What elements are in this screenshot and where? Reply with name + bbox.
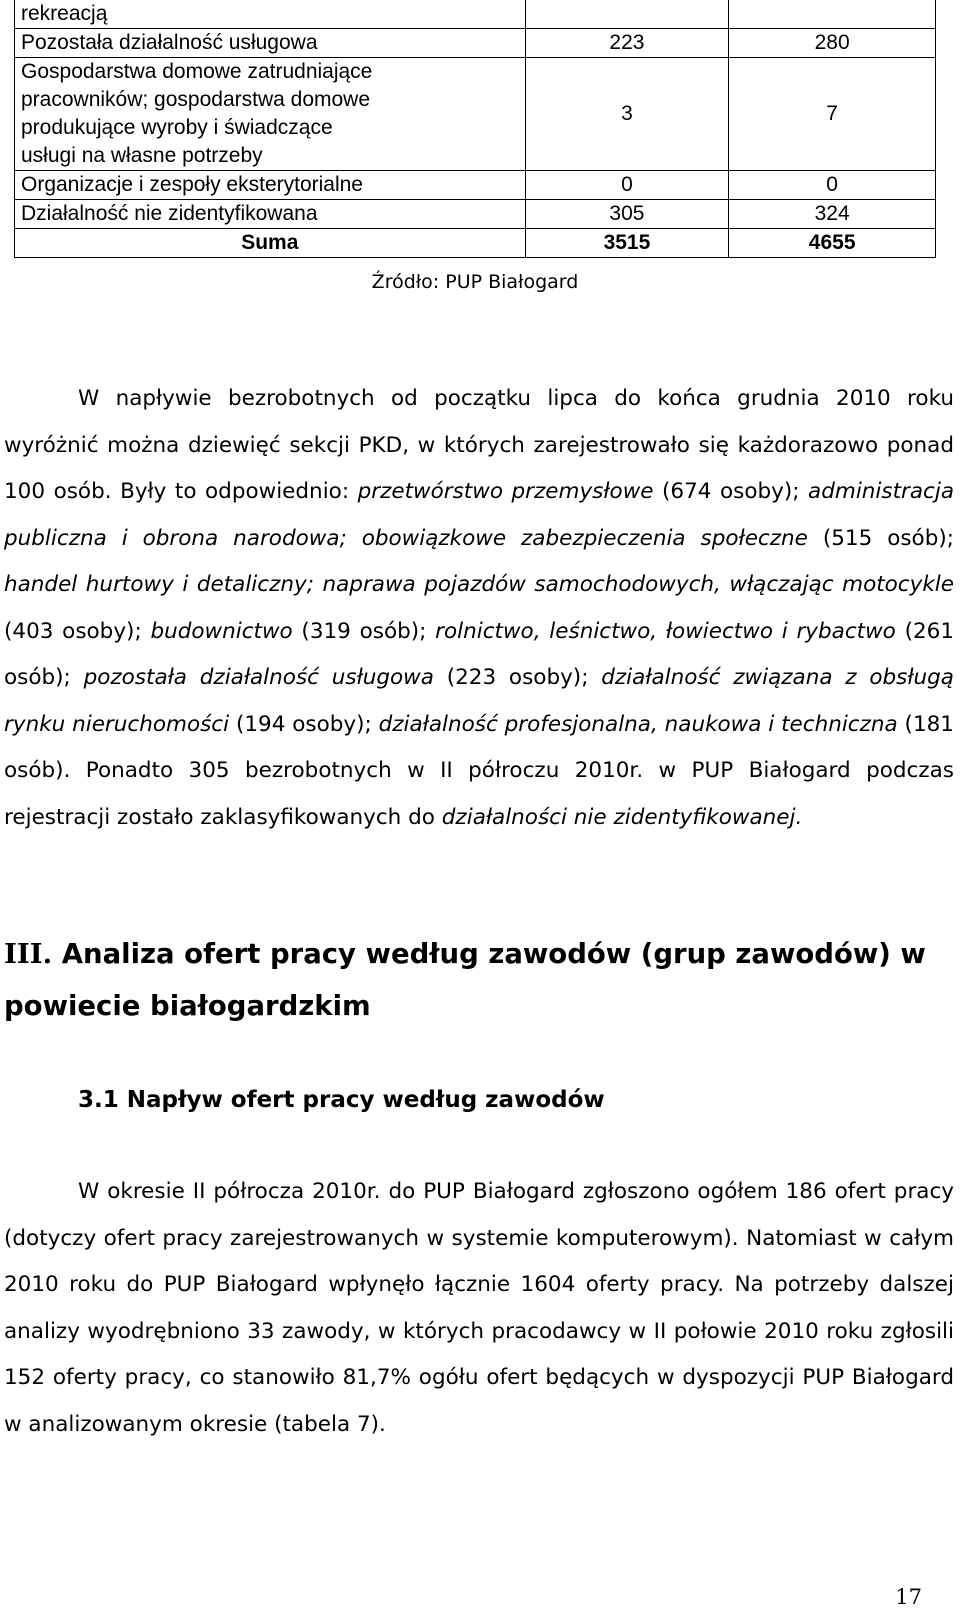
italic-section: pozostała działalność usługowa — [83, 665, 434, 690]
italic-section: administracja publiczna i obrona narodowa; obowiązkowe zabezpieczenia społeczne — [4, 479, 955, 551]
italic-section: przetwórstwo przemysłowe — [357, 479, 654, 504]
italic-section: handel hurtowy i detaliczny; naprawa pojazdów samochodowych, włączając motocykle — [4, 572, 954, 597]
sum-2010: 4655 — [729, 229, 936, 258]
section-label: Pozostała działalność usługowa — [15, 29, 526, 58]
text-run: (223 osoby); — [433, 665, 602, 690]
sum-2009: 3515 — [525, 229, 729, 258]
paragraph-job-offers: W okresie II półrocza 2010r. do PUP Białogard zgłoszono ogółem 186 ofert pracy (dotyczy ofert pracy zarejestrowanych w systemie komputerowym). Natomiast w całym 2010 roku do PUP Białogard wpłynęło łącznie 1604 oferty pracy. Na potrzeby dalszej analizy wyodrębniono 33 zawody, w których pracodawcy w II połowie 2010 roku zgłosili 152 oferty pracy, co stanowiło 81,7% ogółu ofert będących w dyspozycji PUP Białogard w analizowanym okresie (tabela 7). — [4, 1179, 954, 1437]
italic-section: działalność związana z obsługą rynku nieruchomości — [4, 665, 954, 737]
text-run: (674 osoby); — [653, 479, 809, 504]
section-heading: 3.1 Napływ ofert pracy według zawodów — [78, 1087, 605, 1113]
paragraph-inflow-sections — [4, 376, 954, 841]
section-label: Gospodarstwa domowe zatrudniające pracowników; gospodarstwa domowe produkujące wyroby i świadczące usługi na własne potrzeby — [15, 58, 526, 171]
value-2009: 3 — [525, 58, 729, 171]
sum-row — [15, 229, 936, 258]
chapter-number: III. — [4, 938, 53, 970]
value-2009: 223 — [525, 29, 729, 58]
table-row — [15, 171, 936, 200]
table-row — [15, 58, 936, 171]
table-row — [15, 0, 936, 29]
text-run: (403 osoby); — [4, 618, 151, 644]
pkd-sections-table — [14, 0, 936, 258]
table-row — [15, 200, 936, 229]
table-source: Źródło: PUP Białogard — [371, 271, 579, 293]
text-run: (181 osób). Ponadto 305 bezrobotnych w II półroczu 2010r. w PUP Białogard podczas rejestracji zostało zaklasyfikowanych do — [4, 711, 954, 830]
value-2010 — [729, 0, 936, 29]
table-row — [15, 29, 936, 58]
value-2010: 7 — [729, 58, 936, 171]
value-2009: 0 — [525, 171, 729, 200]
italic-section: rolnictwo, leśnictwo, łowiectwo i rybactwo — [435, 618, 896, 644]
value-2010: 280 — [729, 29, 936, 58]
italic-section: budownictwo — [150, 618, 293, 644]
text-run: (319 osób); — [292, 618, 436, 644]
chapter-title: Analiza ofert pracy według zawodów (grup zawodów) w powiecie białogardzkim — [4, 938, 926, 1022]
page-number: 17 — [895, 1585, 922, 1609]
italic-section: działalności nie zidentyfikowanej. — [441, 804, 803, 830]
value-2009: 305 — [525, 200, 729, 229]
text-run: W napływie bezrobotnych od początku lipca do końca grudnia 2010 roku wyróżnić można dziewięć sekcji PKD, w których zarejestrowało się każdorazowo ponad 100 osób. Były to odpowiednio: — [4, 386, 954, 504]
chapter-heading — [4, 928, 954, 1032]
value-2010: 0 — [729, 171, 936, 200]
italic-section: działalność profesjonalna, naukowa i techniczna — [378, 711, 898, 737]
value-2009 — [525, 0, 729, 29]
section-label: Działalność nie zidentyfikowana — [15, 200, 526, 229]
value-2010: 324 — [729, 200, 936, 229]
section-label: rekreacją — [15, 0, 526, 29]
section-label: Organizacje i zespoły eksterytorialne — [15, 171, 526, 200]
text-run: (261 osób); — [4, 618, 955, 690]
text-run: (194 osoby); — [229, 711, 379, 737]
text-run: (515 osób); — [807, 525, 954, 551]
sum-label: Suma — [15, 229, 526, 258]
